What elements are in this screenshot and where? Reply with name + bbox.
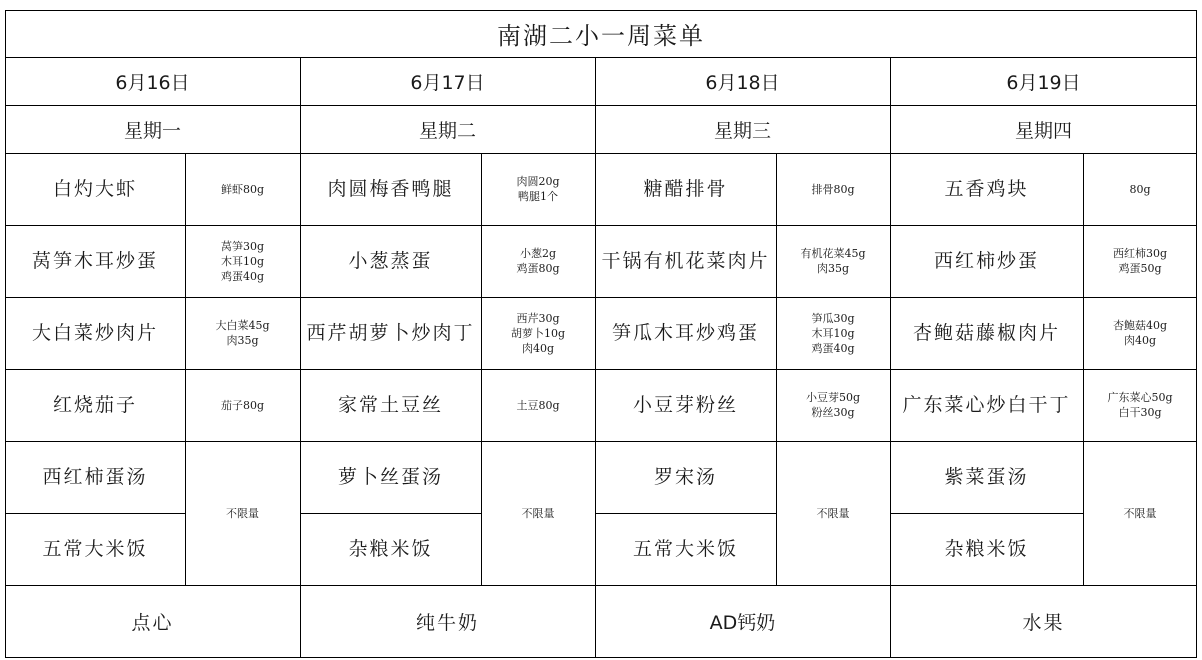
dish-quantity: 笋瓜30g 木耳10g 鸡蛋40g: [811, 311, 855, 355]
row-divider: [5, 369, 1197, 370]
unlimited-label: 不限量: [226, 506, 259, 520]
table-border: [5, 10, 1197, 11]
dish-name: 莴笋木耳炒蛋: [31, 250, 158, 272]
day-weekday: 星期二: [418, 119, 476, 142]
column-divider: [890, 57, 891, 657]
day-date: 6月18日: [705, 71, 780, 94]
soup-name: 紫菜蛋汤: [944, 466, 1029, 488]
day-date: 6月17日: [410, 71, 485, 94]
row-divider: [5, 297, 1197, 298]
day-weekday: 星期三: [713, 119, 771, 142]
day-weekday: 星期一: [123, 119, 181, 142]
staple-name: 杂粮米饭: [348, 538, 433, 560]
dish-quantity: 西红柿30g 鸡蛋50g: [1112, 247, 1168, 275]
column-divider: [300, 57, 301, 657]
dish-quantity: 排骨80g: [811, 182, 855, 196]
dish-quantity: 土豆80g: [516, 398, 560, 412]
snack-item: 水果: [1022, 611, 1065, 634]
quantity-divider: [481, 153, 482, 585]
dish-quantity: 有机花菜45g 肉35g: [800, 247, 866, 275]
snack-item: 点心: [131, 611, 174, 634]
quantity-divider: [776, 153, 777, 585]
quantity-divider: [1083, 153, 1084, 585]
row-divider: [5, 105, 1197, 106]
row-divider: [5, 57, 1197, 58]
row-divider: [5, 225, 1197, 226]
dish-name: 五香鸡块: [944, 178, 1029, 200]
dish-name: 西芹胡萝卜炒肉丁: [306, 322, 475, 344]
dish-quantity: 大白菜45g 肉35g: [215, 319, 270, 347]
dish-quantity: 肉圆20g 鸭腿1个: [516, 175, 560, 203]
snack-item: 纯牛奶: [415, 611, 479, 634]
soup-staple-divider: [595, 513, 776, 514]
staple-name: 五常大米饭: [42, 538, 148, 560]
soup-name: 罗宋汤: [653, 466, 717, 488]
dish-name: 广东菜心炒白干丁: [902, 394, 1071, 416]
staple-name: 杂粮米饭: [944, 538, 1029, 560]
soup-staple-divider: [5, 513, 185, 514]
staple-name: 五常大米饭: [632, 538, 738, 560]
dish-name: 杏鲍菇藤椒肉片: [912, 322, 1060, 344]
unlimited-label: 不限量: [816, 506, 850, 520]
dish-name: 红烧茄子: [52, 394, 137, 416]
column-divider: [595, 57, 596, 657]
soup-name: 萝卜丝蛋汤: [337, 466, 443, 488]
dish-quantity: 小豆芽50g 粉丝30g: [805, 391, 861, 419]
dish-quantity: 杏鲍菇40g 肉40g: [1112, 319, 1168, 347]
dish-name: 西红柿炒蛋: [933, 250, 1039, 272]
unlimited-label: 不限量: [1123, 506, 1157, 520]
dish-name: 干锅有机花菜肉片: [601, 250, 770, 272]
dish-quantity: 鲜虾80g: [220, 182, 265, 196]
dish-quantity: 80g: [1129, 182, 1151, 196]
dish-quantity: 广东菜心50g 白干30g: [1107, 391, 1173, 419]
soup-name: 西红柿蛋汤: [42, 466, 148, 488]
row-divider: [5, 657, 1197, 658]
dish-quantity: 茄子80g: [220, 398, 265, 412]
table-border: [1196, 10, 1197, 657]
dish-quantity: 莴笋30g 木耳10g 鸡蛋40g: [220, 239, 265, 283]
dish-name: 笋瓜木耳炒鸡蛋: [611, 322, 759, 344]
table-border: [5, 10, 6, 657]
row-divider: [5, 153, 1197, 154]
day-weekday: 星期四: [1014, 119, 1072, 142]
dish-name: 糖醋排骨: [643, 178, 728, 200]
dish-name: 大白菜炒肉片: [31, 322, 158, 344]
dish-name: 小豆芽粉丝: [632, 394, 738, 416]
soup-staple-divider: [300, 513, 481, 514]
dish-name: 白灼大虾: [52, 178, 137, 200]
quantity-divider: [185, 153, 186, 585]
row-divider: [5, 441, 1197, 442]
snack-item: AD钙奶: [709, 611, 776, 634]
dish-name: 肉圆梅香鸭腿: [327, 178, 454, 200]
page-title: 南湖二小一周菜单: [497, 22, 705, 50]
soup-staple-divider: [890, 513, 1083, 514]
day-date: 6月16日: [115, 71, 190, 94]
dish-quantity: 小葱2g 鸡蛋80g: [516, 247, 560, 275]
dish-name: 家常土豆丝: [337, 394, 443, 416]
row-divider: [5, 585, 1197, 586]
dish-quantity: 西芹30g 胡萝卜10g 肉40g: [510, 311, 566, 355]
day-date: 6月19日: [1006, 71, 1081, 94]
dish-name: 小葱蒸蛋: [348, 250, 433, 272]
unlimited-label: 不限量: [521, 506, 555, 520]
